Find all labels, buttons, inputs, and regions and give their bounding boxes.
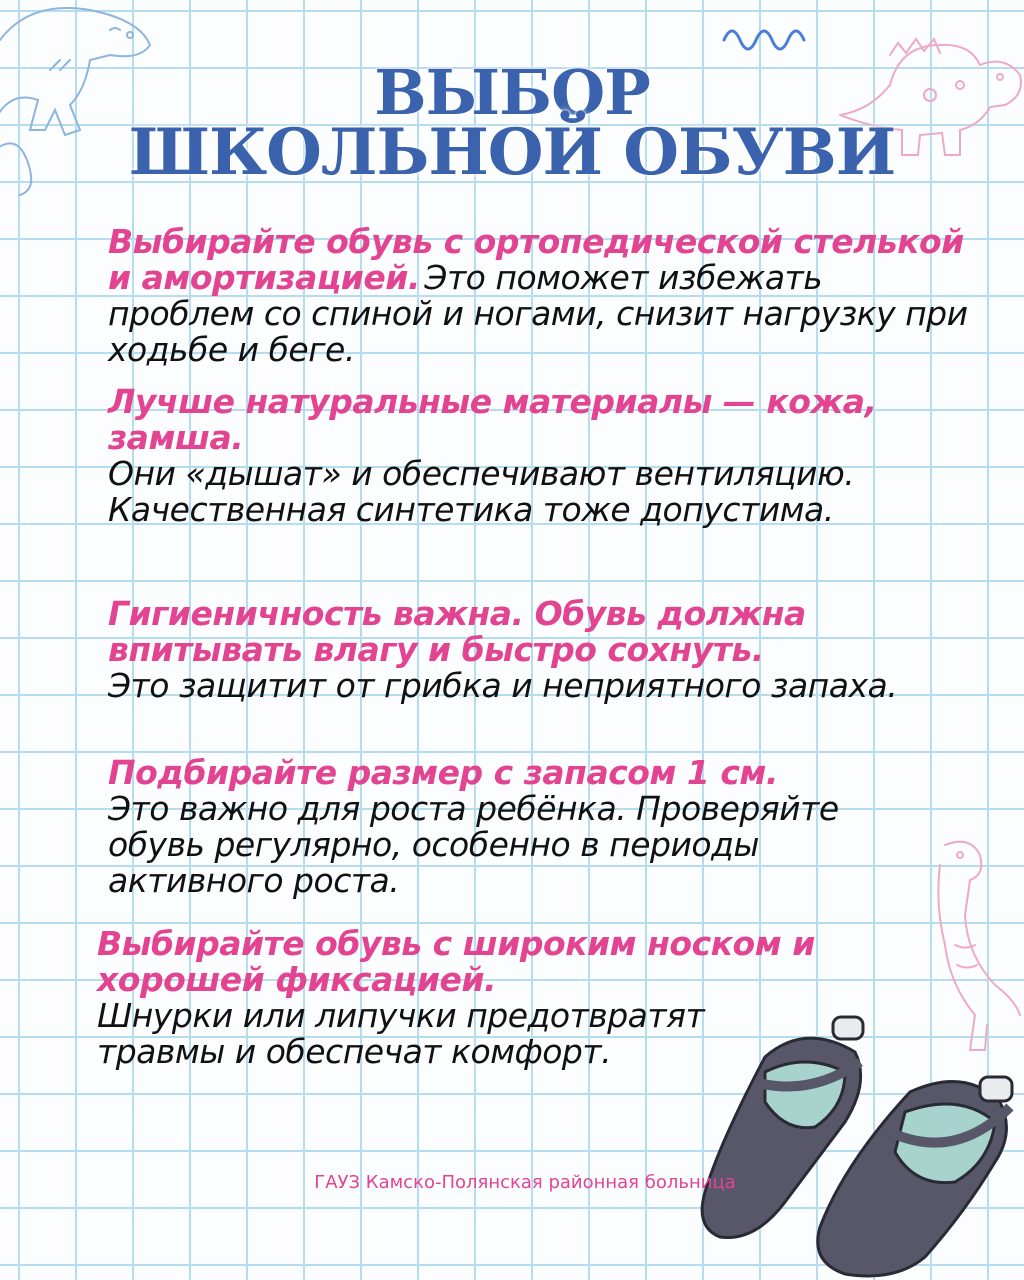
tip-item bbox=[108, 596, 908, 704]
kids-shoes-icon bbox=[695, 1012, 1024, 1280]
page-title-line2: ШКОЛЬНОЙ ОБУВИ bbox=[128, 115, 896, 190]
footer-organization: ГАУЗ Камско-Полянская районная больница bbox=[314, 1172, 736, 1193]
tip-text: Шнурки или липучки предотвратят травмы и обеспечат комфорт. bbox=[97, 996, 705, 1071]
tip-text: Они «дышат» и обеспечивают вентиляцию. Качественная синтетика тоже допустима. bbox=[108, 454, 855, 529]
tip-item bbox=[108, 224, 978, 368]
tip-heading: Выбирайте обувь с ортопедической стелькой и амортизацией. bbox=[108, 222, 964, 297]
tip-item bbox=[108, 755, 928, 899]
tip-heading: Выбирайте обувь с широким носком и хорошей фиксацией. bbox=[97, 924, 815, 999]
tip-text: Это важно для роста ребёнка. Проверяйте обувь регулярно, особенно в периоды активного роста. bbox=[108, 789, 839, 900]
tip-item bbox=[108, 384, 898, 528]
tip-heading: Подбирайте размер с запасом 1 см. bbox=[108, 753, 778, 792]
tip-text: Это защитит от грибка и неприятного запаха. bbox=[108, 666, 898, 705]
tip-heading: Гигиеничность важна. Обувь должна впитывать влагу и быстро сохнуть. bbox=[108, 594, 806, 669]
page-title-line1: ВЫБОР bbox=[374, 56, 650, 129]
tip-heading: Лучше натуральные материалы — кожа, замша. bbox=[108, 382, 877, 457]
tip-text: Это поможет избежать проблем со спиной и ногами, снизит нагрузку при ходьбе и беге. bbox=[108, 258, 968, 369]
